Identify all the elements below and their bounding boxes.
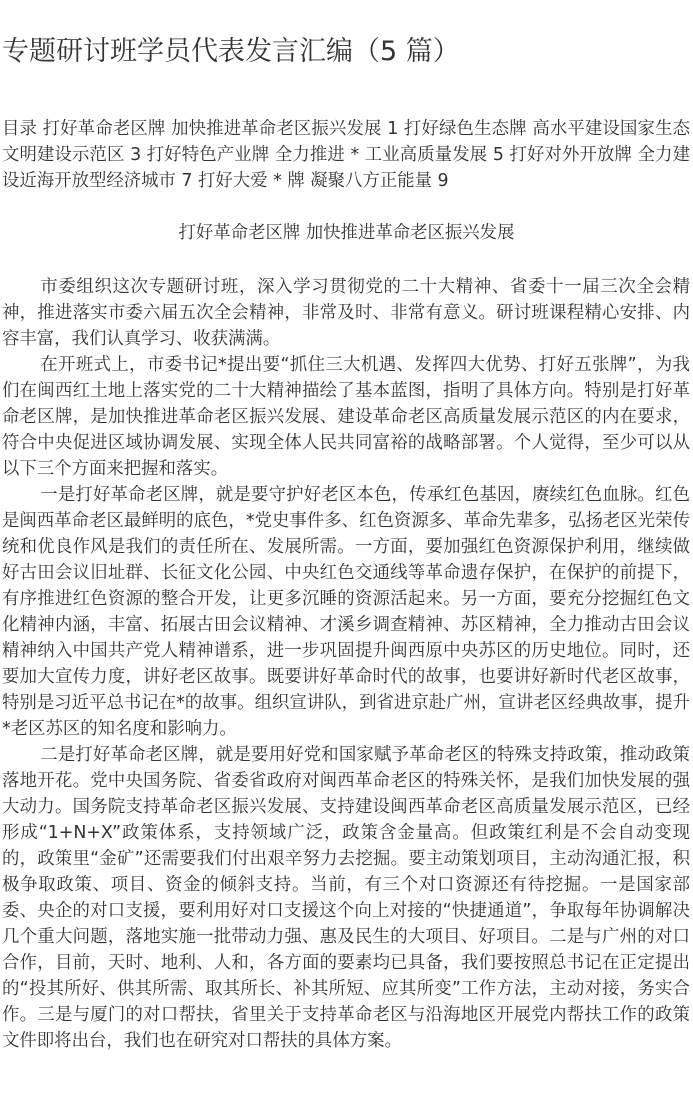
paragraph-point-two: 二是打好革命老区牌，就是要用好党和国家赋予革命老区的特殊支持政策，推动政策落地开花。党中央国务院、省委省政府对闽西革命老区的特殊关怀，是我们加快发展的强大动力。国务院支持革命老区振兴发展、支持建设闽西革命老区高质量发展示范区，已经形成“1+N+X”政策体系，支持领域广泛，政策含金量高。但政策红利是不会自动变现的，政策里“金矿”还需要我们付出艰辛努力去挖掘。要主动策划项目，主动沟通汇报，积极争取政策、项目、资金的倾斜支持。当前，有三个对口资源还有待挖掘。一是国家部委、央企的对口支援，要利用好对口支援这个向上对接的“快捷通道”，争取每年协调解决几个重大问题，落地实施一批带动力强、惠及民生的大项目、好项目。二是与广州的对口合作，目前，天时、地利、人和，各方面的要素均已具备，我们要按照总书记在正定提出的“投其所好、供其所需、取其所长、补其所短、应其所变”工作方法，主动对接，务实合作。三是与厦门的对口帮扶，省里关于支持革命老区与沿海地区开展党内帮扶工作的政策文件即将出台，我们也在研究对口帮扶的具体方案。 (2, 745, 690, 1051)
body-text (2, 274, 690, 1054)
paragraph-intro: 市委组织这次专题研讨班，深入学习贯彻党的二十大精神、省委十一届三次全会精神，推进落实市委六届五次全会精神，非常及时、非常有意义。研讨班课程精心安排、内容丰富，我们认真学习、收获满满。 (2, 277, 690, 349)
document-title: 专题研讨班学员代表发言汇编（5 篇） (2, 36, 460, 67)
paragraph-opening-ceremony: 在开班式上，市委书记*提出要“抓住三大机遇、发挥四大优势、打好五张牌”，为我们在闽西红土地上落实党的二十大精神描绘了基本蓝图，指明了具体方向。特别是打好革命老区牌，是加快推进革命老区振兴发展、建设革命老区高质量发展示范区的内在要求，符合中央促进区域协调发展、实现全体人民共同富裕的战略部署。个人觉得，至少可以从以下三个方面来把握和落实。 (2, 355, 690, 479)
paragraph-point-one: 一是打好革命老区牌，就是要守护好老区本色，传承红色基因，赓续红色血脉。红色是闽西革命老区最鲜明的底色，*党史事件多、红色资源多、革命先辈多，弘扬老区光荣传统和优良作风是我们的责任所在、发展所需。一方面，要加强红色资源保护利用，继续做好古田会议旧址群、长征文化公园、中央红色交通线等革命遗存保护，在保护的前提下，有序推进红色资源的整合开发，让更多沉睡的资源活起来。另一方面，要充分挖掘红色文化精神内涵，丰富、拓展古田会议精神、才溪乡调查精神、苏区精神，全力推动古田会议精神纳入中国共产党人精神谱系，进一步巩固提升闽西原中央苏区的历史地位。同时，还要加大宣传力度，讲好老区故事。既要讲好革命时代的故事，也要讲好新时代老区故事，特别是习近平总书记在*的故事。组织宣讲队，到省进京赴广州，宣讲老区经典故事，提升*老区苏区的知名度和影响力。 (2, 485, 690, 739)
section-heading: 打好革命老区牌 加快推进革命老区振兴发展 (178, 223, 515, 243)
table-of-contents: 目录 打好革命老区牌 加快推进革命老区振兴发展 1 打好绿色生态牌 高水平建设国家生态文明建设示范区 3 打好特色产业牌 全力推进 * 工业高质量发展 5 打好对外开放牌 全力建设近海开放型经济城市 7 打好大爱 * 牌 凝聚八方正能量 9 (2, 119, 690, 191)
